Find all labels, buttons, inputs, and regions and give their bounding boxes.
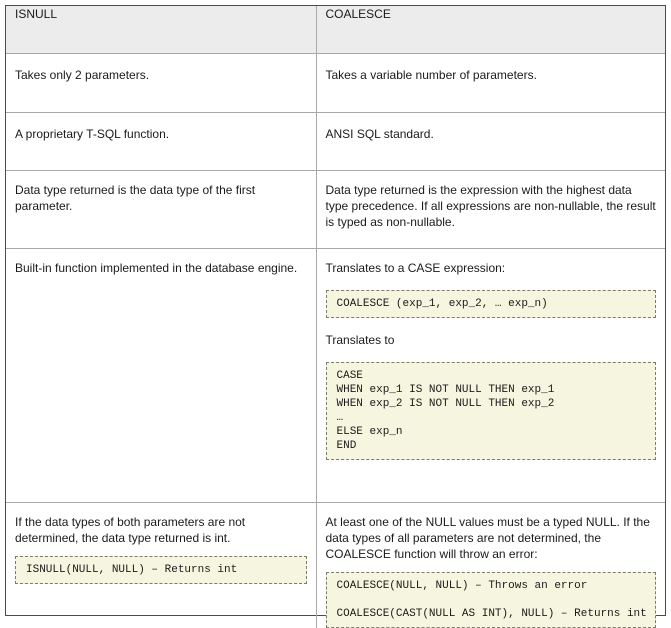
case-expression-code-box	[326, 362, 657, 460]
coalesce-undetermined-text: At least one of the NULL values must be a typed NULL. If the data types of all parameters are not determined, the COALESCE function will throw an error:	[326, 514, 657, 562]
header-row	[6, 6, 665, 54]
code-line: COALESCE(CAST(NULL AS INT), NULL) – Returns int	[337, 607, 646, 621]
comparison-table	[6, 6, 665, 628]
coalesce-cell-standard	[316, 113, 665, 171]
coalesce-cell-undetermined	[316, 503, 665, 628]
coalesce-cell-parameters	[316, 54, 665, 113]
coalesce-implementation-mid: Translates to	[326, 332, 657, 348]
header-isnull: ISNULL	[6, 6, 316, 54]
header-coalesce: COALESCE	[316, 6, 665, 54]
code-line: COALESCE(NULL, NULL) – Throws an error	[337, 579, 646, 593]
isnull-cell-datatype	[6, 171, 316, 249]
coalesce-standard-text: ANSI SQL standard.	[326, 126, 657, 142]
isnull-undetermined-text: If the data types of both parameters are not determined, the data type returned is int.	[15, 514, 307, 546]
isnull-implementation-text: Built-in function implemented in the database engine.	[15, 260, 307, 276]
coalesce-cell-implementation	[316, 249, 665, 503]
isnull-standard-text: A proprietary T-SQL function.	[15, 126, 307, 142]
isnull-example-code-box	[15, 556, 307, 584]
table-row	[6, 171, 665, 249]
isnull-datatype-text: Data type returned is the data type of the first parameter.	[15, 182, 307, 214]
coalesce-example-code-box	[326, 572, 657, 628]
code-line: COALESCE (exp_1, exp_2, … exp_n)	[337, 297, 646, 311]
code-line: END	[337, 439, 646, 453]
isnull-cell-parameters	[6, 54, 316, 113]
coalesce-syntax-code-box	[326, 290, 657, 318]
coalesce-datatype-text: Data type returned is the expression with the highest data type precedence. If all expressions are non-nullable, the result is typed as non-nullable.	[326, 182, 657, 230]
isnull-cell-implementation	[6, 249, 316, 503]
isnull-cell-undetermined	[6, 503, 316, 628]
table-row	[6, 113, 665, 171]
table-row	[6, 54, 665, 113]
code-line: CASE	[337, 369, 646, 383]
isnull-parameters-text: Takes only 2 parameters.	[15, 67, 307, 83]
coalesce-parameters-text: Takes a variable number of parameters.	[326, 67, 657, 83]
comparison-table-frame	[5, 5, 666, 616]
coalesce-cell-datatype	[316, 171, 665, 249]
code-line: WHEN exp_2 IS NOT NULL THEN exp_2	[337, 397, 646, 411]
code-line	[337, 593, 646, 607]
code-line: ISNULL(NULL, NULL) – Returns int	[26, 563, 296, 577]
isnull-cell-standard	[6, 113, 316, 171]
code-line: ELSE exp_n	[337, 425, 646, 439]
table-row	[6, 503, 665, 628]
coalesce-implementation-intro: Translates to a CASE expression:	[326, 260, 657, 276]
code-line: …	[337, 411, 646, 425]
table-row	[6, 249, 665, 503]
code-line: WHEN exp_1 IS NOT NULL THEN exp_1	[337, 383, 646, 397]
